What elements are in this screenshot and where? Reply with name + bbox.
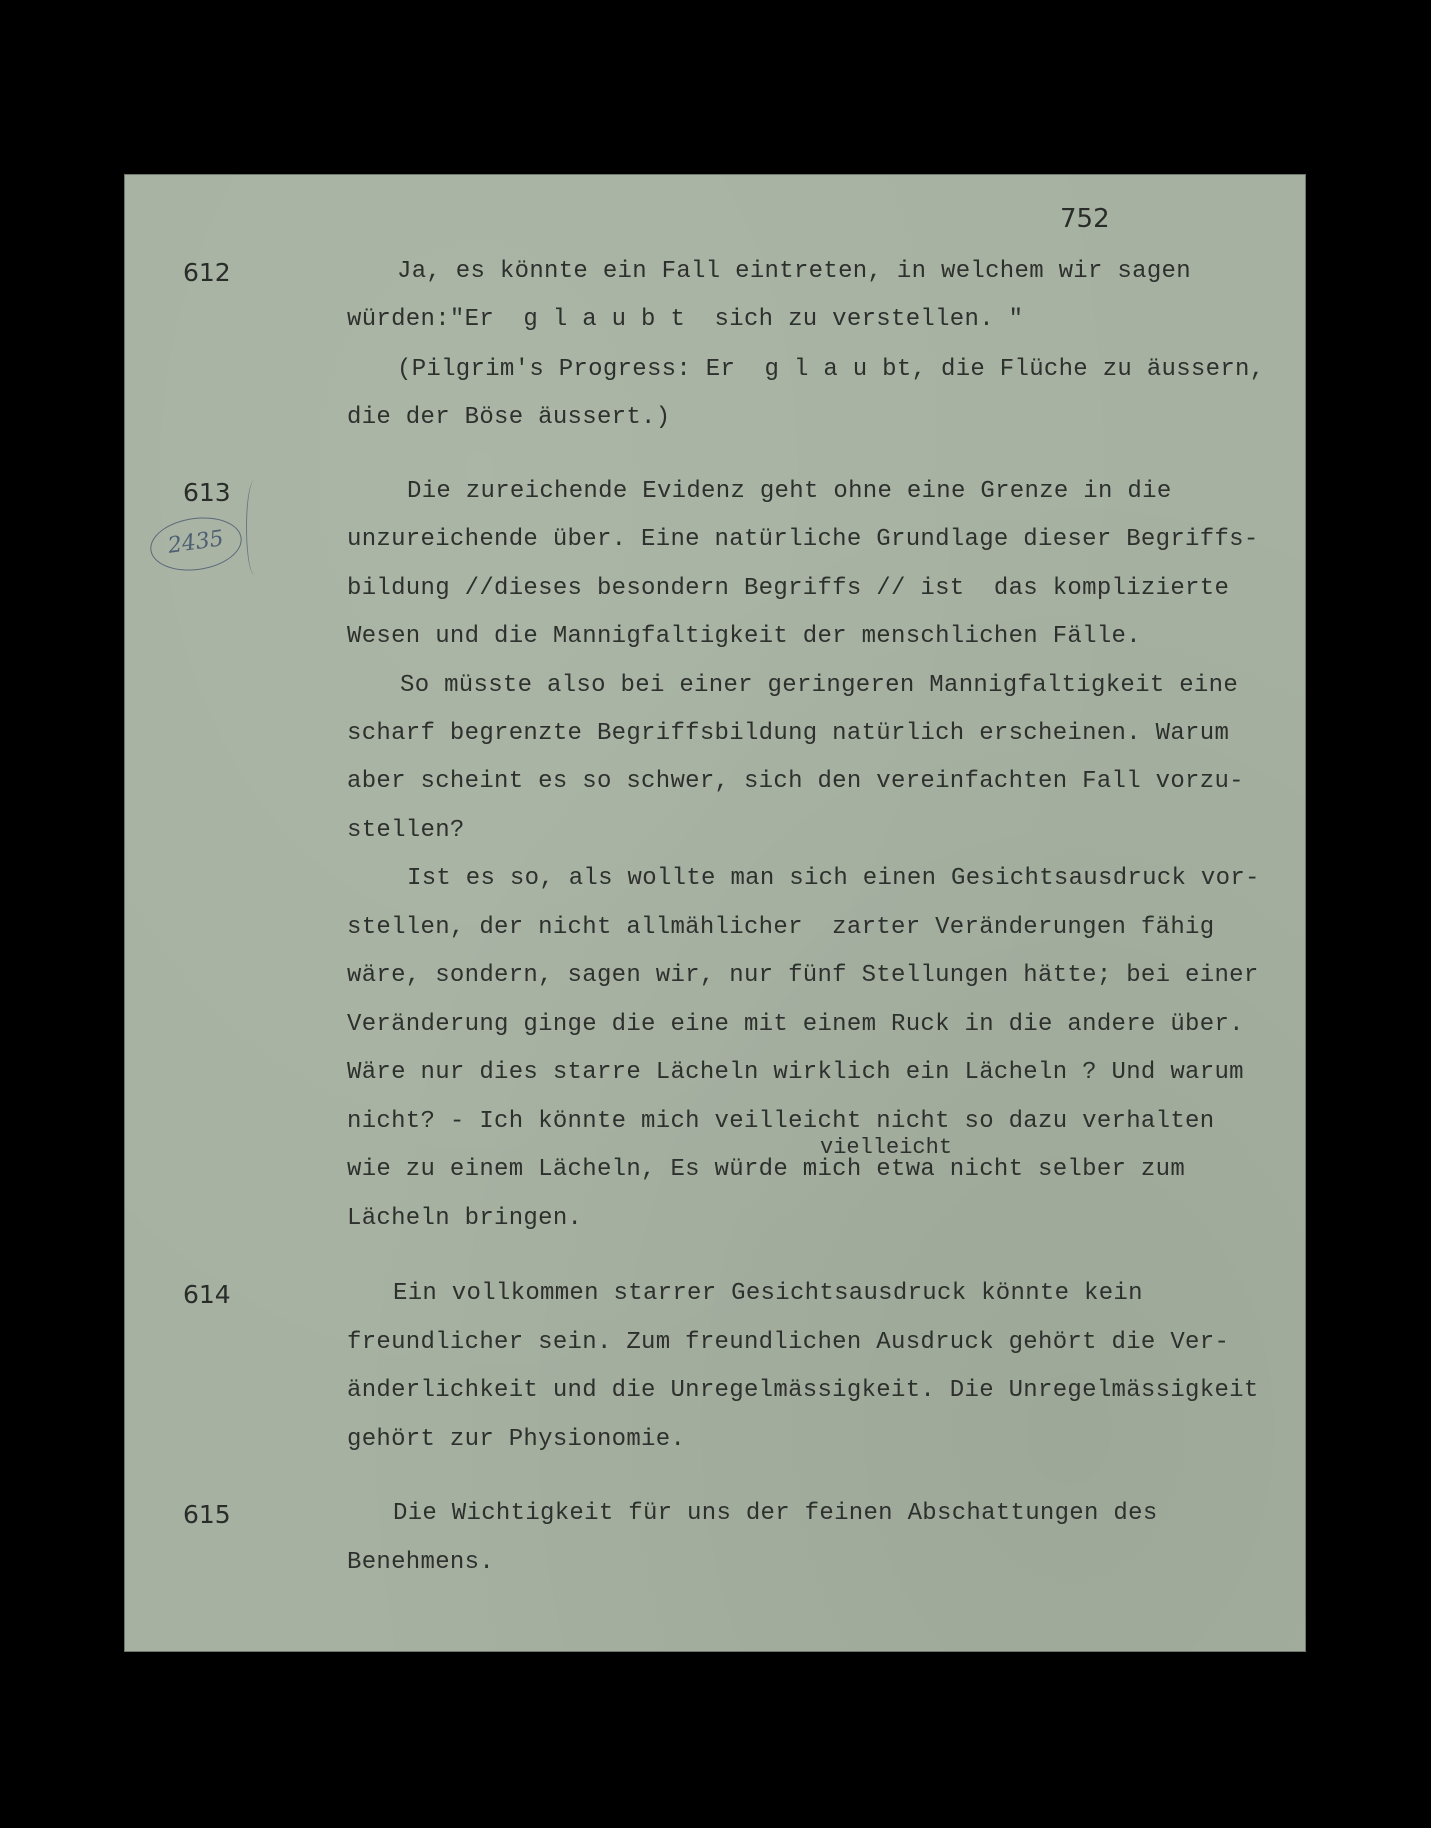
- entry-614-line-2: freundlicher sein. Zum freundlichen Ausdruck gehört die Ver-: [347, 1329, 1230, 1356]
- interlinear-correction: vielleicht: [820, 1135, 953, 1160]
- entry-613-line-1: Die zureichende Evidenz geht ohne eine Grenze in die: [407, 478, 1172, 505]
- entry-613-line-16: Lächeln bringen.: [347, 1205, 583, 1232]
- archive-circled-number: 2435: [147, 512, 245, 576]
- entry-613-line-6: scharf begrenzte Begriffsbildung natürlich erscheinen. Warum: [347, 720, 1230, 747]
- entry-number-612: 612: [183, 258, 231, 287]
- entry-613-line-13: Wäre nur dies starre Lächeln wirklich ein Lächeln ? Und warum: [347, 1059, 1244, 1086]
- entry-613-line-9: Ist es so, als wollte man sich einen Gesichtsausdruck vor-: [407, 865, 1260, 892]
- entry-612-line-1: Ja, es könnte ein Fall eintreten, in welchem wir sagen: [397, 258, 1191, 285]
- pencil-bracket-mark: [246, 480, 263, 575]
- entry-number-613: 613: [183, 478, 231, 507]
- entry-613-line-14: nicht? - Ich könnte mich veilleicht nicht so dazu verhalten: [347, 1108, 1215, 1135]
- entry-615-line-2: Benehmens.: [347, 1549, 495, 1576]
- entry-614-line-4: gehört zur Physionomie.: [347, 1426, 686, 1453]
- entry-613-line-5: So müsste also bei einer geringeren Mannigfaltigkeit eine: [400, 672, 1239, 699]
- entry-number-615: 615: [183, 1500, 231, 1529]
- page-number: 752: [1060, 204, 1110, 234]
- entry-612-line-2: würden:"Er g l a u b t sich zu verstellen. ": [347, 306, 1024, 333]
- entry-614-line-3: änderlichkeit und die Unregelmässigkeit. Die Unregelmässigkeit: [347, 1377, 1259, 1404]
- entry-613-line-2: unzureichende über. Eine natürliche Grundlage dieser Begriffs-: [347, 526, 1259, 553]
- entry-613-line-3: bildung //dieses besondern Begriffs // ist das komplizierte: [347, 575, 1230, 602]
- typescript-page: [125, 175, 1305, 1651]
- entry-613-line-7: aber scheint es so schwer, sich den vereinfachten Fall vorzu-: [347, 768, 1244, 795]
- entry-612-line-3: (Pilgrim's Progress: Er g l a u bt, die Flüche zu äussern,: [397, 356, 1265, 383]
- entry-613-line-15: wie zu einem Lächeln, Es würde mich etwa nicht selber zum: [347, 1156, 1186, 1183]
- entry-612-line-4: die der Böse äussert.): [347, 404, 671, 431]
- entry-613-line-8: stellen?: [347, 817, 465, 844]
- entry-number-614: 614: [183, 1280, 231, 1309]
- entry-613-line-12: Veränderung ginge die eine mit einem Ruck in die andere über.: [347, 1011, 1244, 1038]
- entry-614-line-1: Ein vollkommen starrer Gesichtsausdruck könnte kein: [393, 1280, 1143, 1307]
- entry-613-line-10: stellen, der nicht allmählicher zarter Veränderungen fähig: [347, 914, 1215, 941]
- entry-615-line-1: Die Wichtigkeit für uns der feinen Abschattungen des: [393, 1500, 1158, 1527]
- entry-613-line-4: Wesen und die Mannigfaltigkeit der menschlichen Fälle.: [347, 623, 1141, 650]
- entry-613-line-11: wäre, sondern, sagen wir, nur fünf Stellungen hätte; bei einer: [347, 962, 1259, 989]
